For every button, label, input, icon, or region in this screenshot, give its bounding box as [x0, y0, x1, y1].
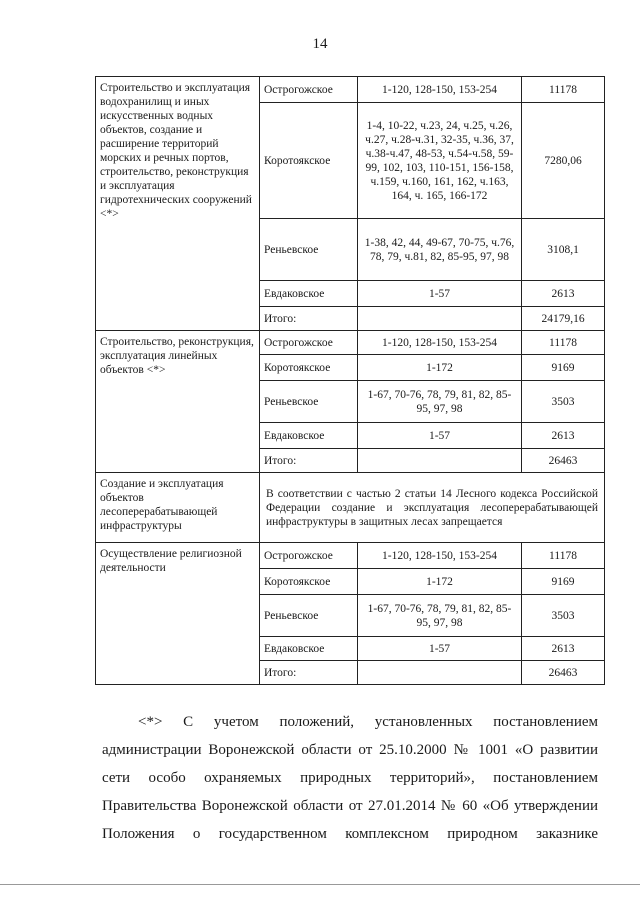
forestry-cell: Евдаковское — [260, 637, 358, 661]
total-label: Итого: — [260, 449, 358, 473]
area-cell: 9169 — [522, 355, 605, 381]
area-cell: 11178 — [522, 77, 605, 103]
prohibition-note: В соответствии с частью 2 статьи 14 Лесного кодекса Российской Федерации создание и эксплуатация лесоперерабатывающей инфраструктуры в защитных лесах запрещается — [260, 473, 605, 543]
area-cell: 7280,06 — [522, 103, 605, 219]
activity-cell: Осуществление религиозной деятельности — [96, 543, 260, 685]
activity-cell: Строительство и эксплуатация водохранилищ и иных искусственных водных объектов, создание и расширение территорий морских и речных портов, строительство, реконструкция и эксплуатация гидротехнических сооружений <*> — [96, 77, 260, 331]
quarters-cell: 1-67, 70-76, 78, 79, 81, 82, 85-95, 97, 98 — [358, 595, 522, 637]
forestry-cell: Реньевское — [260, 595, 358, 637]
quarters-cell: 1-172 — [358, 355, 522, 381]
forestry-cell: Коротоякское — [260, 569, 358, 595]
activity-cell: Создание и эксплуатация объектов лесоперерабатывающей инфраструктуры — [96, 473, 260, 543]
quarters-cell: 1-120, 128-150, 153-254 — [358, 543, 522, 569]
quarters-cell: 1-120, 128-150, 153-254 — [358, 77, 522, 103]
activity-cell: Строительство, реконструкция, эксплуатация линейных объектов <*> — [96, 331, 260, 473]
forestry-cell: Острогожское — [260, 331, 358, 355]
quarters-cell: 1-120, 128-150, 153-254 — [358, 331, 522, 355]
page-number: 14 — [312, 36, 328, 52]
quarters-cell: 1-4, 10-22, ч.23, 24, ч.25, ч.26, ч.27, ч.28-ч.31, 32-35, ч.36, 37, ч.38-ч.47, 48-53, ч.54-ч.58, 59-99, 102, 103, 110-151, 156-158, ч.159, ч.160, 161, 162, ч.163, 164, ч. 165, 166-172 — [358, 103, 522, 219]
footnote-text: <*> С учетом положений, установленных постановлением администрации Воронежской области от 25.10.2000 № 1001 «О развитии сети особо охраняемых природных территорий», постановлением Правительства Воронежской области от 27.01.2014 № 60 «Об утверждении Положения о государственном комплексном природном заказнике — [102, 714, 598, 842]
forestry-cell: Коротоякское — [260, 355, 358, 381]
total-value: 26463 — [522, 661, 605, 685]
table-row — [96, 473, 605, 543]
table-row — [96, 77, 605, 103]
area-cell: 3503 — [522, 381, 605, 423]
forest-use-table — [95, 76, 605, 685]
total-label: Итого: — [260, 661, 358, 685]
quarters-cell: 1-57 — [358, 281, 522, 307]
table-row — [96, 543, 605, 569]
total-empty-cell — [358, 307, 522, 331]
quarters-cell: 1-38, 42, 44, 49-67, 70-75, ч.76, 78, 79, ч.81, 82, 85-95, 97, 98 — [358, 219, 522, 281]
total-empty-cell — [358, 661, 522, 685]
quarters-cell: 1-57 — [358, 637, 522, 661]
quarters-cell: 1-57 — [358, 423, 522, 449]
area-cell: 2613 — [522, 423, 605, 449]
footnote — [102, 708, 598, 848]
area-cell: 2613 — [522, 637, 605, 661]
area-cell: 2613 — [522, 281, 605, 307]
total-value: 24179,16 — [522, 307, 605, 331]
area-cell: 11178 — [522, 331, 605, 355]
forestry-cell: Евдаковское — [260, 423, 358, 449]
total-empty-cell — [358, 449, 522, 473]
quarters-cell: 1-67, 70-76, 78, 79, 81, 82, 85-95, 97, 98 — [358, 381, 522, 423]
area-cell: 11178 — [522, 543, 605, 569]
forestry-cell: Реньевское — [260, 381, 358, 423]
table-row — [96, 331, 605, 355]
area-cell: 3108,1 — [522, 219, 605, 281]
quarters-cell: 1-172 — [358, 569, 522, 595]
forestry-cell: Евдаковское — [260, 281, 358, 307]
area-cell: 3503 — [522, 595, 605, 637]
page-bottom-rule — [0, 884, 640, 885]
total-value: 26463 — [522, 449, 605, 473]
forestry-cell: Острогожское — [260, 543, 358, 569]
area-cell: 9169 — [522, 569, 605, 595]
forestry-cell: Реньевское — [260, 219, 358, 281]
forestry-cell: Острогожское — [260, 77, 358, 103]
forestry-cell: Коротоякское — [260, 103, 358, 219]
total-label: Итого: — [260, 307, 358, 331]
